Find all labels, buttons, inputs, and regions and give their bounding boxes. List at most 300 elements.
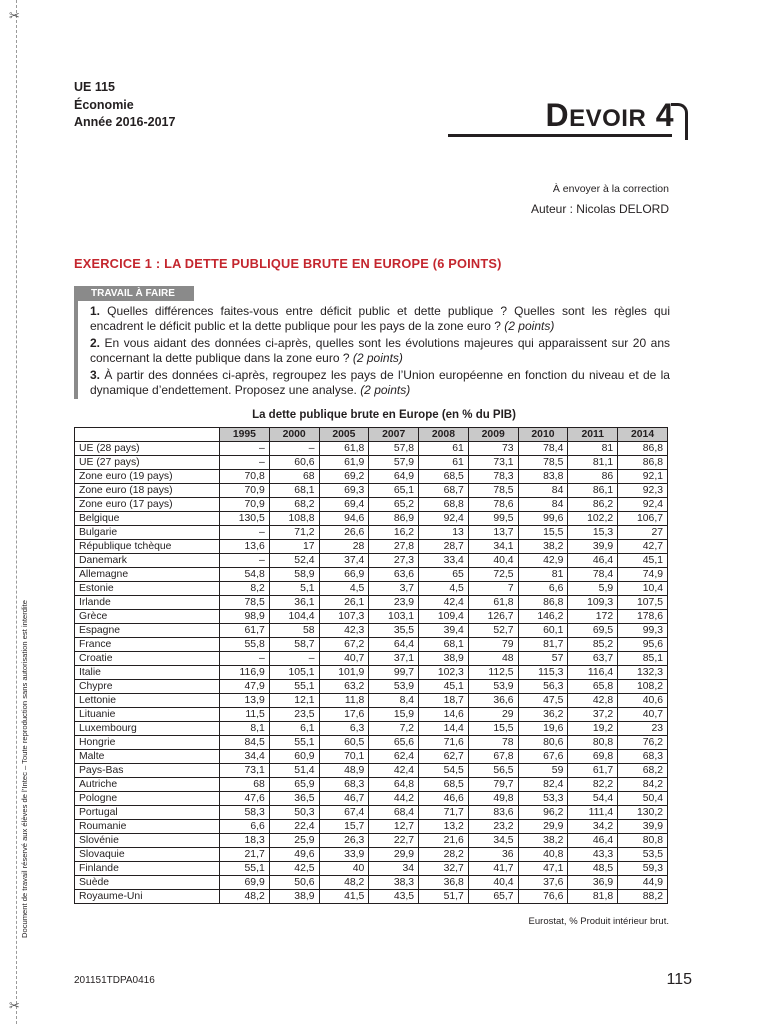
debt-value: 63,7 bbox=[568, 652, 618, 666]
country-name: UE (27 pays) bbox=[75, 456, 220, 470]
debt-value: 52,7 bbox=[468, 624, 518, 638]
debt-value: 41,5 bbox=[319, 890, 369, 904]
task-bar bbox=[74, 301, 78, 399]
debt-value: 55,8 bbox=[220, 638, 270, 652]
country-name: Zone euro (19 pays) bbox=[75, 470, 220, 484]
debt-value: 57 bbox=[518, 652, 568, 666]
table-row bbox=[75, 484, 668, 498]
debt-value: 27,8 bbox=[369, 540, 419, 554]
debt-value: 86,8 bbox=[518, 596, 568, 610]
debt-value: 38,9 bbox=[419, 652, 469, 666]
debt-value: 8,1 bbox=[220, 722, 270, 736]
devoir-title bbox=[545, 97, 674, 134]
debt-value: 34,4 bbox=[220, 750, 270, 764]
debt-value: 51,4 bbox=[269, 764, 319, 778]
debt-value: 63,6 bbox=[369, 568, 419, 582]
debt-value: 69,4 bbox=[319, 498, 369, 512]
debt-value: 6,1 bbox=[269, 722, 319, 736]
debt-value: 47,6 bbox=[220, 792, 270, 806]
debt-value: 73 bbox=[468, 442, 518, 456]
debt-value: 23,9 bbox=[369, 596, 419, 610]
country-name: République tchèque bbox=[75, 540, 220, 554]
country-name: Hongrie bbox=[75, 736, 220, 750]
debt-value: 109,3 bbox=[568, 596, 618, 610]
debt-value: 55,1 bbox=[269, 680, 319, 694]
debt-value: 37,1 bbox=[369, 652, 419, 666]
debt-value: 12,1 bbox=[269, 694, 319, 708]
debt-value: 48,5 bbox=[568, 862, 618, 876]
debt-value: 56,3 bbox=[518, 680, 568, 694]
country-name: Slovénie bbox=[75, 834, 220, 848]
country-name: Portugal bbox=[75, 806, 220, 820]
debt-value: 50,6 bbox=[269, 876, 319, 890]
debt-value: 43,5 bbox=[369, 890, 419, 904]
debt-value: 47,5 bbox=[518, 694, 568, 708]
debt-value: 13,9 bbox=[220, 694, 270, 708]
debt-value: 40,4 bbox=[468, 554, 518, 568]
debt-value: 15,3 bbox=[568, 526, 618, 540]
table-row bbox=[75, 862, 668, 876]
debt-value: 4,5 bbox=[319, 582, 369, 596]
debt-value: 68,1 bbox=[419, 638, 469, 652]
debt-value: 44,9 bbox=[618, 876, 668, 890]
debt-value: – bbox=[220, 456, 270, 470]
debt-value: 38,9 bbox=[269, 890, 319, 904]
debt-value: 116,4 bbox=[568, 666, 618, 680]
country-name: Irlande bbox=[75, 596, 220, 610]
country-name: Finlande bbox=[75, 862, 220, 876]
debt-value: 19,2 bbox=[568, 722, 618, 736]
debt-value: 34,2 bbox=[568, 820, 618, 834]
debt-value: 81 bbox=[568, 442, 618, 456]
debt-value: 26,3 bbox=[319, 834, 369, 848]
debt-value: 8,2 bbox=[220, 582, 270, 596]
debt-value: 34,5 bbox=[468, 834, 518, 848]
debt-value: 104,4 bbox=[269, 610, 319, 624]
table-row bbox=[75, 834, 668, 848]
debt-value: 178,6 bbox=[618, 610, 668, 624]
debt-value: 44,2 bbox=[369, 792, 419, 806]
table-title: La dette publique brute en Europe (en % du PIB) bbox=[252, 409, 516, 421]
debt-value: 72,5 bbox=[468, 568, 518, 582]
table-row bbox=[75, 610, 668, 624]
debt-value: 68,8 bbox=[419, 498, 469, 512]
debt-value: 54,8 bbox=[220, 568, 270, 582]
table-row bbox=[75, 666, 668, 680]
debt-value: 39,9 bbox=[568, 540, 618, 554]
debt-value: 58 bbox=[269, 624, 319, 638]
debt-value: 65,2 bbox=[369, 498, 419, 512]
debt-value: 40 bbox=[319, 862, 369, 876]
debt-value: 67,2 bbox=[319, 638, 369, 652]
country-name: Danemark bbox=[75, 554, 220, 568]
table-row bbox=[75, 722, 668, 736]
debt-value: 86,8 bbox=[618, 442, 668, 456]
table-row bbox=[75, 638, 668, 652]
debt-value: 11,5 bbox=[220, 708, 270, 722]
debt-value: 4,5 bbox=[419, 582, 469, 596]
debt-value: 68,1 bbox=[269, 484, 319, 498]
copyright-side-note: Document de travail réservé aux élèves de l’Intec – Toute reproduction sans autorisation est interdite bbox=[20, 600, 29, 938]
debt-value: 63,2 bbox=[319, 680, 369, 694]
debt-value: 57,8 bbox=[369, 442, 419, 456]
debt-value: 61,7 bbox=[568, 764, 618, 778]
table-row bbox=[75, 750, 668, 764]
debt-value: 68,7 bbox=[419, 484, 469, 498]
table-row bbox=[75, 442, 668, 456]
document-code: 201151TDPA0416 bbox=[74, 975, 155, 986]
debt-value: – bbox=[220, 526, 270, 540]
debt-value: 40,7 bbox=[618, 708, 668, 722]
debt-value: 65,1 bbox=[369, 484, 419, 498]
debt-value: 19,6 bbox=[518, 722, 568, 736]
debt-value: 78,5 bbox=[220, 596, 270, 610]
debt-value: 64,4 bbox=[369, 638, 419, 652]
table-row bbox=[75, 778, 668, 792]
debt-value: 60,5 bbox=[319, 736, 369, 750]
year-header: 2011 bbox=[568, 428, 618, 442]
debt-value: 81,8 bbox=[568, 890, 618, 904]
debt-value: 115,3 bbox=[518, 666, 568, 680]
debt-value: 21,6 bbox=[419, 834, 469, 848]
debt-value: 13,6 bbox=[220, 540, 270, 554]
debt-value: 36,1 bbox=[269, 596, 319, 610]
page-number: 115 bbox=[666, 971, 692, 988]
debt-value: 81,7 bbox=[518, 638, 568, 652]
debt-value: 88,2 bbox=[618, 890, 668, 904]
debt-value: 46,4 bbox=[568, 554, 618, 568]
country-name: Croatie bbox=[75, 652, 220, 666]
debt-value: 85,1 bbox=[618, 652, 668, 666]
debt-value: 43,3 bbox=[568, 848, 618, 862]
table-row bbox=[75, 554, 668, 568]
table-row bbox=[75, 806, 668, 820]
title-rule bbox=[448, 134, 672, 137]
debt-value: 14,4 bbox=[419, 722, 469, 736]
debt-value: 42,4 bbox=[419, 596, 469, 610]
debt-value: 71,7 bbox=[419, 806, 469, 820]
debt-value: 132,3 bbox=[618, 666, 668, 680]
debt-value: 26,6 bbox=[319, 526, 369, 540]
debt-value: 92,3 bbox=[618, 484, 668, 498]
debt-value: 28 bbox=[319, 540, 369, 554]
debt-value: 23 bbox=[618, 722, 668, 736]
debt-value: 84 bbox=[518, 484, 568, 498]
debt-value: 83,6 bbox=[468, 806, 518, 820]
country-name: Slovaquie bbox=[75, 848, 220, 862]
debt-value: 68 bbox=[220, 778, 270, 792]
debt-value: 79 bbox=[468, 638, 518, 652]
year-header: 2009 bbox=[468, 428, 518, 442]
debt-value: 27 bbox=[618, 526, 668, 540]
year-header: 2014 bbox=[618, 428, 668, 442]
table-row bbox=[75, 526, 668, 540]
debt-value: 22,7 bbox=[369, 834, 419, 848]
debt-value: 5,1 bbox=[269, 582, 319, 596]
table-source: Eurostat, % Produit intérieur brut. bbox=[528, 916, 669, 927]
debt-value: 69,9 bbox=[220, 876, 270, 890]
table-row bbox=[75, 470, 668, 484]
country-name: Allemagne bbox=[75, 568, 220, 582]
debt-value: 42,5 bbox=[269, 862, 319, 876]
table-row bbox=[75, 596, 668, 610]
debt-value: 36,8 bbox=[419, 876, 469, 890]
debt-value: 48,9 bbox=[319, 764, 369, 778]
debt-value: 86,2 bbox=[568, 498, 618, 512]
debt-value: 99,7 bbox=[369, 666, 419, 680]
debt-value: 22,4 bbox=[269, 820, 319, 834]
debt-value: 68,5 bbox=[419, 778, 469, 792]
debt-value: 85,2 bbox=[568, 638, 618, 652]
debt-value: 59 bbox=[518, 764, 568, 778]
debt-value: 15,9 bbox=[369, 708, 419, 722]
country-name: Espagne bbox=[75, 624, 220, 638]
table-row bbox=[75, 694, 668, 708]
debt-value: 98,9 bbox=[220, 610, 270, 624]
country-name: Pologne bbox=[75, 792, 220, 806]
table-row bbox=[75, 568, 668, 582]
debt-value: 47,9 bbox=[220, 680, 270, 694]
debt-value: 84,2 bbox=[618, 778, 668, 792]
debt-value: 68,3 bbox=[618, 750, 668, 764]
country-name: Estonie bbox=[75, 582, 220, 596]
debt-value: 48,2 bbox=[319, 876, 369, 890]
debt-value: 116,9 bbox=[220, 666, 270, 680]
debt-value: 70,1 bbox=[319, 750, 369, 764]
debt-value: 99,3 bbox=[618, 624, 668, 638]
debt-value: 94,6 bbox=[319, 512, 369, 526]
debt-value: 86,1 bbox=[568, 484, 618, 498]
debt-value: 130,2 bbox=[618, 806, 668, 820]
debt-value: 172 bbox=[568, 610, 618, 624]
debt-value: 65,9 bbox=[269, 778, 319, 792]
debt-value: 27,3 bbox=[369, 554, 419, 568]
debt-value: 62,7 bbox=[419, 750, 469, 764]
debt-value: 40,8 bbox=[518, 848, 568, 862]
debt-value: 41,7 bbox=[468, 862, 518, 876]
debt-value: 36,2 bbox=[518, 708, 568, 722]
debt-value: 92,4 bbox=[419, 512, 469, 526]
country-name: Grèce bbox=[75, 610, 220, 624]
table-body bbox=[75, 442, 668, 904]
debt-value: 23,2 bbox=[468, 820, 518, 834]
debt-value: 86,9 bbox=[369, 512, 419, 526]
debt-value: 95,6 bbox=[618, 638, 668, 652]
debt-value: 108,8 bbox=[269, 512, 319, 526]
debt-value: 15,5 bbox=[518, 526, 568, 540]
table-header-corner bbox=[75, 428, 220, 442]
debt-value: 46,4 bbox=[568, 834, 618, 848]
debt-value: 46,6 bbox=[419, 792, 469, 806]
debt-value: 13,7 bbox=[468, 526, 518, 540]
debt-value: 46,7 bbox=[319, 792, 369, 806]
debt-value: 11,8 bbox=[319, 694, 369, 708]
country-name: Italie bbox=[75, 666, 220, 680]
debt-value: 68,5 bbox=[419, 470, 469, 484]
author-line: Auteur : Nicolas DELORD bbox=[530, 202, 669, 216]
debt-value: 92,1 bbox=[618, 470, 668, 484]
debt-value: 58,9 bbox=[269, 568, 319, 582]
table-row bbox=[75, 498, 668, 512]
debt-value: 53,9 bbox=[468, 680, 518, 694]
debt-value: 16,2 bbox=[369, 526, 419, 540]
debt-value: 17 bbox=[269, 540, 319, 554]
debt-value: 7 bbox=[468, 582, 518, 596]
debt-value: 53,5 bbox=[618, 848, 668, 862]
debt-value: 35,5 bbox=[369, 624, 419, 638]
country-name: Pays-Bas bbox=[75, 764, 220, 778]
debt-value: 23,5 bbox=[269, 708, 319, 722]
debt-value: 64,9 bbox=[369, 470, 419, 484]
debt-value: 58,3 bbox=[220, 806, 270, 820]
debt-value: 67,4 bbox=[319, 806, 369, 820]
table-row bbox=[75, 820, 668, 834]
debt-value: – bbox=[220, 442, 270, 456]
debt-value: 42,9 bbox=[518, 554, 568, 568]
debt-value: 78,6 bbox=[468, 498, 518, 512]
table-row bbox=[75, 708, 668, 722]
debt-value: 73,1 bbox=[468, 456, 518, 470]
debt-value: 42,3 bbox=[319, 624, 369, 638]
debt-value: 78,4 bbox=[518, 442, 568, 456]
debt-value: 39,9 bbox=[618, 820, 668, 834]
table-row bbox=[75, 876, 668, 890]
debt-value: 84,5 bbox=[220, 736, 270, 750]
country-name: Roumanie bbox=[75, 820, 220, 834]
country-name: Royaume-Uni bbox=[75, 890, 220, 904]
country-name: Malte bbox=[75, 750, 220, 764]
debt-value: 65 bbox=[419, 568, 469, 582]
debt-value: 105,1 bbox=[269, 666, 319, 680]
debt-value: 25,9 bbox=[269, 834, 319, 848]
scissors-icon: ✂ bbox=[9, 8, 20, 23]
country-name: Lettonie bbox=[75, 694, 220, 708]
debt-value: 58,7 bbox=[269, 638, 319, 652]
debt-value: 50,4 bbox=[618, 792, 668, 806]
table-row bbox=[75, 890, 668, 904]
course-subject: Économie bbox=[74, 97, 134, 112]
country-name: Luxembourg bbox=[75, 722, 220, 736]
debt-value: 39,4 bbox=[419, 624, 469, 638]
debt-value: 36,9 bbox=[568, 876, 618, 890]
debt-value: 69,5 bbox=[568, 624, 618, 638]
debt-value: 49,8 bbox=[468, 792, 518, 806]
debt-value: 52,4 bbox=[269, 554, 319, 568]
debt-value: 80,8 bbox=[618, 834, 668, 848]
debt-value: 99,6 bbox=[518, 512, 568, 526]
debt-value: 40,4 bbox=[468, 876, 518, 890]
debt-value: 73,1 bbox=[220, 764, 270, 778]
country-name: Suède bbox=[75, 876, 220, 890]
debt-value: 38,2 bbox=[518, 540, 568, 554]
debt-value: 79,7 bbox=[468, 778, 518, 792]
debt-value: 18,7 bbox=[419, 694, 469, 708]
debt-value: 42,8 bbox=[568, 694, 618, 708]
debt-value: 38,2 bbox=[518, 834, 568, 848]
debt-value: 102,3 bbox=[419, 666, 469, 680]
debt-value: 45,1 bbox=[618, 554, 668, 568]
country-name: UE (28 pays) bbox=[75, 442, 220, 456]
debt-value: 78,3 bbox=[468, 470, 518, 484]
country-name: Belgique bbox=[75, 512, 220, 526]
debt-value: 37,6 bbox=[518, 876, 568, 890]
scissors-icon: ✂ bbox=[9, 998, 20, 1013]
devoir-title-text: DEVOIR 4 bbox=[545, 97, 674, 133]
questions-list bbox=[90, 304, 670, 400]
debt-value: 82,2 bbox=[568, 778, 618, 792]
debt-value: 81,1 bbox=[568, 456, 618, 470]
debt-value: 12,7 bbox=[369, 820, 419, 834]
debt-value: 83,8 bbox=[518, 470, 568, 484]
debt-value: 51,7 bbox=[419, 890, 469, 904]
table-row bbox=[75, 792, 668, 806]
debt-value: 13,2 bbox=[419, 820, 469, 834]
debt-table bbox=[74, 427, 668, 904]
country-name: Lituanie bbox=[75, 708, 220, 722]
course-year: Année 2016-2017 bbox=[74, 115, 176, 129]
debt-value: 68,3 bbox=[319, 778, 369, 792]
debt-value: 53,9 bbox=[369, 680, 419, 694]
debt-value: 33,9 bbox=[319, 848, 369, 862]
debt-value: 74,9 bbox=[618, 568, 668, 582]
debt-value: 70,9 bbox=[220, 498, 270, 512]
debt-value: 6,3 bbox=[319, 722, 369, 736]
debt-value: 67,6 bbox=[518, 750, 568, 764]
debt-value: 61,8 bbox=[468, 596, 518, 610]
debt-value: 33,4 bbox=[419, 554, 469, 568]
debt-value: 68 bbox=[269, 470, 319, 484]
table-row bbox=[75, 736, 668, 750]
debt-value: 78,4 bbox=[568, 568, 618, 582]
country-name: Zone euro (18 pays) bbox=[75, 484, 220, 498]
table-row bbox=[75, 680, 668, 694]
exercise-title: EXERCICE 1 : LA DETTE PUBLIQUE BRUTE EN EUROPE (6 POINTS) bbox=[74, 256, 502, 271]
debt-value: 106,7 bbox=[618, 512, 668, 526]
debt-value: 61 bbox=[419, 456, 469, 470]
debt-value: 45,1 bbox=[419, 680, 469, 694]
debt-value: 28,7 bbox=[419, 540, 469, 554]
year-header: 2005 bbox=[319, 428, 369, 442]
debt-value: 59,3 bbox=[618, 862, 668, 876]
debt-value: 42,4 bbox=[369, 764, 419, 778]
send-instruction: À envoyer à la correction bbox=[552, 183, 669, 195]
debt-value: 17,6 bbox=[319, 708, 369, 722]
debt-value: 107,5 bbox=[618, 596, 668, 610]
debt-value: 29,9 bbox=[518, 820, 568, 834]
debt-value: 68,2 bbox=[269, 498, 319, 512]
debt-value: – bbox=[269, 652, 319, 666]
debt-value: 36,5 bbox=[269, 792, 319, 806]
year-header: 1995 bbox=[220, 428, 270, 442]
debt-value: 26,1 bbox=[319, 596, 369, 610]
year-header: 2010 bbox=[518, 428, 568, 442]
table-header-row bbox=[75, 428, 668, 442]
debt-value: 112,5 bbox=[468, 666, 518, 680]
debt-value: 32,7 bbox=[419, 862, 469, 876]
debt-value: 109,4 bbox=[419, 610, 469, 624]
debt-value: 21,7 bbox=[220, 848, 270, 862]
debt-value: 10,4 bbox=[618, 582, 668, 596]
debt-value: 76,2 bbox=[618, 736, 668, 750]
debt-value: 40,7 bbox=[319, 652, 369, 666]
debt-value: 40,6 bbox=[618, 694, 668, 708]
debt-value: 86 bbox=[568, 470, 618, 484]
debt-value: 84 bbox=[518, 498, 568, 512]
debt-value: 78,5 bbox=[468, 484, 518, 498]
debt-value: 49,6 bbox=[269, 848, 319, 862]
debt-value: 70,9 bbox=[220, 484, 270, 498]
question-3: 3. À partir des données ci-après, regroupez les pays de l’Union européenne en fonction du niveau et de la dynamique d’endettement. Proposez une analyse. (2 points) bbox=[90, 367, 670, 398]
